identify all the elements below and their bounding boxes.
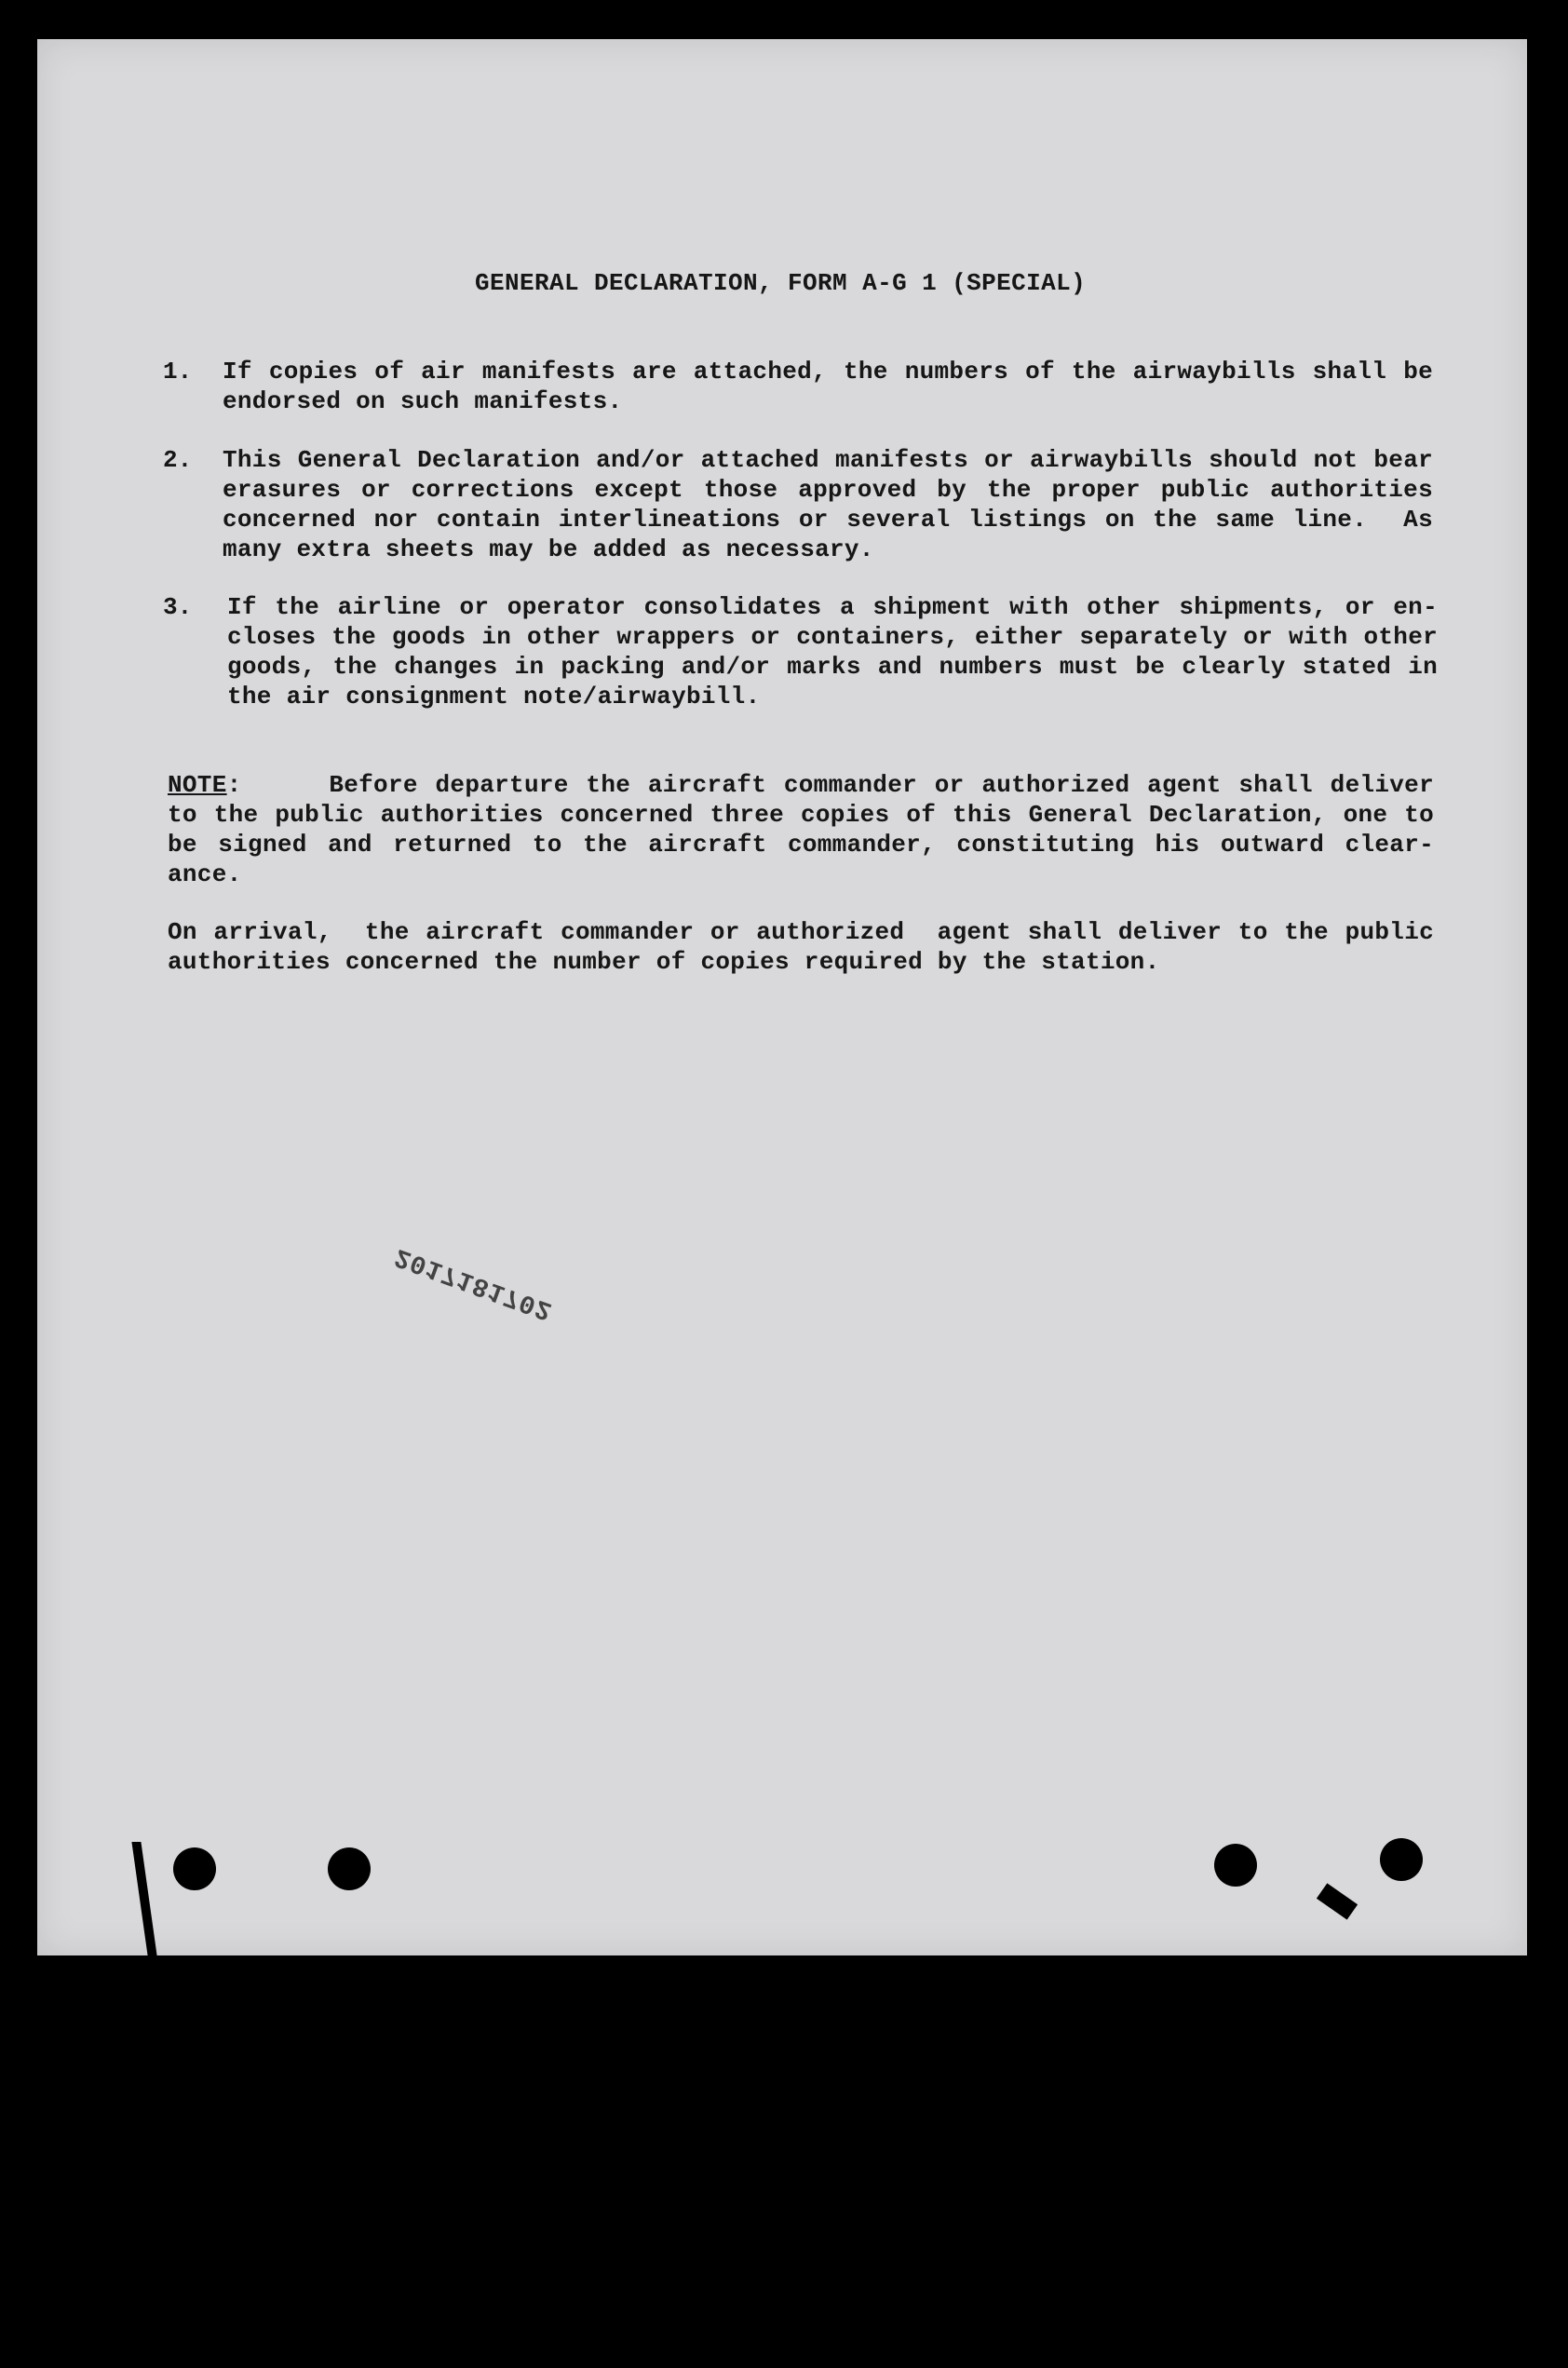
item-3-number: 3.: [163, 593, 193, 621]
item-1-line-2: endorsed on such manifests.: [223, 387, 623, 415]
punch-hole-4: [1380, 1838, 1423, 1881]
arrival-line-2: authorities concerned the number of copies required by the station.: [168, 948, 1160, 976]
note-line-4: ance.: [168, 860, 242, 888]
item-2-line-2: erasures or corrections except those approved by the proper public authorities: [223, 476, 1433, 504]
punch-hole-1: [173, 1847, 216, 1890]
item-3-line-2: closes the goods in other wrappers or containers, either separately or with other: [227, 623, 1438, 651]
torn-edge-right: [1317, 1883, 1358, 1919]
note-line-3: be signed and returned to the aircraft commander, constituting his outward clear-: [168, 831, 1434, 859]
item-3-line-3: goods, the changes in packing and/or marks and numbers must be clearly stated in: [227, 653, 1438, 681]
arrival-paragraph: [168, 917, 1434, 977]
punch-hole-2: [328, 1847, 371, 1890]
item-1-text: [223, 357, 1433, 416]
item-3-text: [227, 592, 1438, 711]
item-3-line-4: the air consignment note/airwaybill.: [227, 683, 761, 710]
document-title: GENERAL DECLARATION, FORM A-G 1 (SPECIAL): [475, 269, 1087, 297]
item-2-text: [223, 445, 1433, 564]
note-line-2: to the public authorities concerned three copies of this General Declaration, one to: [168, 801, 1434, 829]
arrival-line-1: On arrival, the aircraft commander or authorized agent shall deliver to the public: [168, 918, 1434, 946]
note-line-1: [168, 770, 1434, 800]
item-1-line-1: If copies of air manifests are attached, the numbers of the airwaybills shall be: [223, 358, 1433, 386]
item-2-number: 2.: [163, 446, 193, 474]
item-2-line-1: This General Declaration and/or attached manifests or airwaybills should not bear: [223, 446, 1433, 474]
item-3-line-1: If the airline or operator consolidates a shipment with other shipments, or en-: [227, 593, 1438, 621]
archive-stamp-number: 2017181702: [391, 1240, 557, 1325]
punch-hole-3: [1214, 1844, 1257, 1887]
item-2-line-3: concerned nor contain interlineations or several listings on the same line. As: [223, 506, 1433, 534]
paper-sheet: [37, 39, 1527, 1955]
torn-edge-left: [131, 1842, 156, 1955]
note-line-1-text: : Before departure the aircraft commander or authorized agent shall deliver: [226, 771, 1434, 799]
item-2-line-4: many extra sheets may be added as necessary.: [223, 535, 874, 563]
note-paragraph: [168, 770, 1434, 889]
item-1-number: 1.: [163, 358, 193, 386]
note-label: NOTE: [168, 771, 227, 799]
